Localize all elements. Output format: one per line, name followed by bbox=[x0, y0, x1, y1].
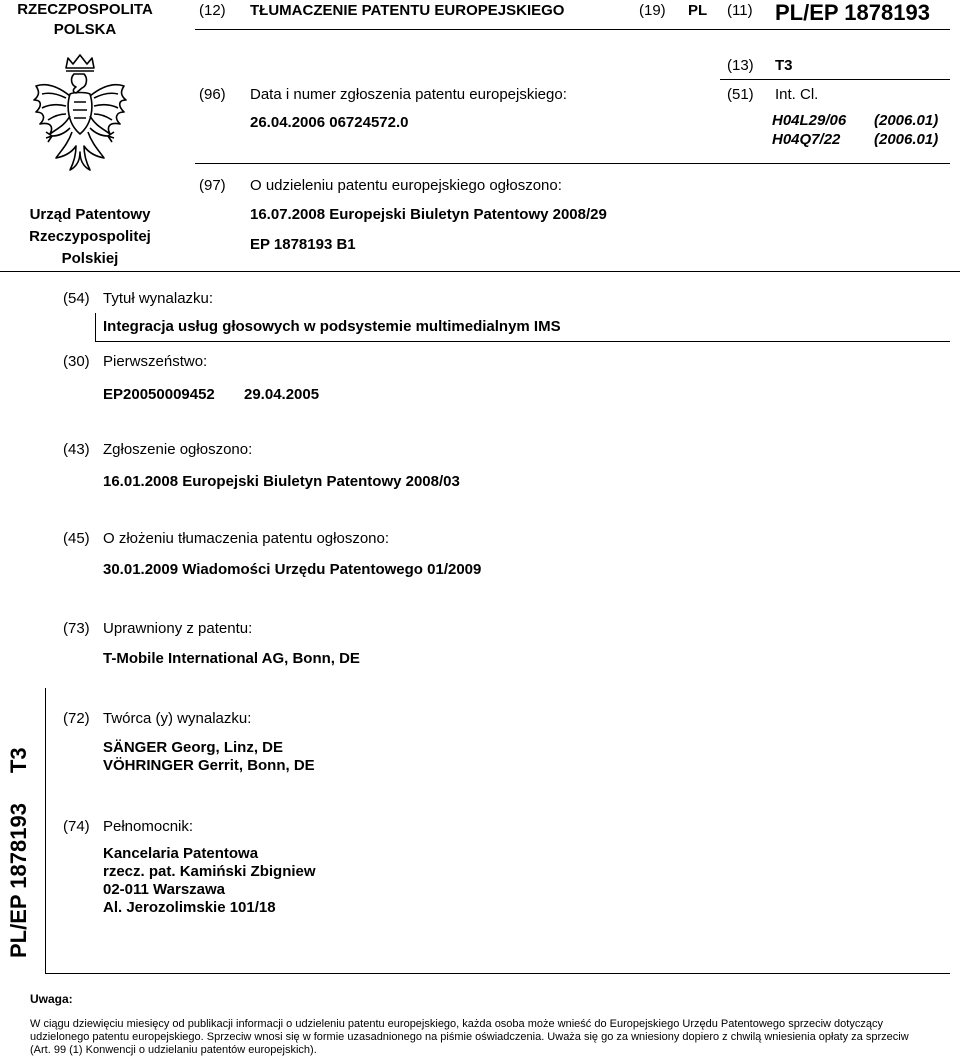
priority-number: EP20050009452 bbox=[103, 386, 215, 403]
f72-label: Twórca (y) wynalazku: bbox=[103, 710, 252, 727]
title-left-rule bbox=[95, 313, 96, 341]
spine-rule bbox=[45, 688, 46, 973]
code-45: (45) bbox=[63, 530, 90, 547]
code-30: (30) bbox=[63, 353, 90, 370]
attorney-line-1: Kancelaria Patentowa bbox=[103, 845, 259, 862]
f96-value: 26.04.2006 06724572.0 bbox=[250, 114, 409, 131]
country-name: RZECZPOSPOLITA POLSKA bbox=[17, 1, 153, 38]
document-type: TŁUMACZENIE PATENTU EUROPEJSKIEGO bbox=[250, 2, 565, 19]
code-13: (13) bbox=[727, 57, 754, 74]
office-line-1: Urząd Patentowy bbox=[29, 206, 151, 223]
code-74: (74) bbox=[63, 818, 90, 835]
code-72: (72) bbox=[63, 710, 90, 727]
office-line-3: Polskiej bbox=[61, 250, 119, 267]
code-51: (51) bbox=[727, 86, 754, 103]
inventors-list bbox=[103, 739, 315, 775]
f97-value-2: EP 1878193 B1 bbox=[250, 236, 356, 253]
eagle-emblem-icon bbox=[30, 52, 130, 182]
code-11: (11) bbox=[727, 2, 753, 19]
attorney-line-3: 02-011 Warszawa bbox=[103, 881, 226, 898]
kind-divider bbox=[720, 79, 950, 80]
classification-1-date: (2006.01) bbox=[874, 112, 939, 129]
f43-label: Zgłoszenie ogłoszono: bbox=[103, 441, 253, 458]
note-label: Uwaga: bbox=[30, 992, 73, 1006]
code-12: (12) bbox=[199, 2, 226, 19]
spine-number: PL/EP 1878193 bbox=[6, 803, 31, 958]
spine-label bbox=[6, 747, 32, 958]
classification-2-date: (2006.01) bbox=[874, 131, 939, 148]
f73-label: Uprawniony z patentu: bbox=[103, 620, 253, 637]
f45-label: O złożeniu tłumaczenia patentu ogłoszono: bbox=[103, 530, 390, 547]
f54-label: Tytuł wynalazku: bbox=[103, 290, 214, 307]
int-cl-label: Int. Cl. bbox=[775, 86, 819, 103]
note-text: W ciągu dziewięciu miesięcy od publikacji informacji o udzieleniu patentu europejskiego, każda osoba może wnieść do Europejskiego Urzędu Patentowego sprzeciw dotyczący udzielonego patentu europejskiego. Sprzeciw wnosi się w formie uzasadnionego na piśmie oświadczenia. Uważa się go za wniesiony dopiero z chwilą wniesienia opłaty za sprzeciw (Art. 99 (1) Konwencji o udzielaniu patentów europejskich). bbox=[30, 1018, 909, 1056]
country-code: PL bbox=[688, 2, 708, 19]
office-name bbox=[10, 204, 170, 270]
patent-number: PL/EP 1878193 bbox=[775, 0, 930, 25]
classification-2-code: H04Q7/22 bbox=[772, 131, 841, 148]
header-bottom-rule bbox=[0, 271, 960, 272]
code-97: (97) bbox=[199, 177, 226, 194]
code-19: (19) bbox=[639, 2, 666, 19]
attorney-block bbox=[103, 845, 316, 917]
classification-1-code: H04L29/06 bbox=[772, 112, 847, 129]
f43-value: 16.01.2008 Europejski Biuletyn Patentowy 2008/03 bbox=[103, 473, 460, 490]
code-54: (54) bbox=[63, 290, 90, 307]
kind-code: T3 bbox=[775, 57, 793, 74]
attorney-line-4: Al. Jerozolimskie 101/18 bbox=[103, 899, 276, 916]
footer-rule bbox=[45, 973, 950, 974]
code-96: (96) bbox=[199, 86, 226, 103]
header-divider-2 bbox=[195, 163, 950, 164]
f74-label: Pełnomocnik: bbox=[103, 818, 194, 835]
spine-kind: T3 bbox=[6, 747, 31, 774]
header-divider bbox=[195, 29, 950, 30]
f45-value: 30.01.2009 Wiadomości Urzędu Patentowego 01/2009 bbox=[103, 561, 482, 578]
inventor-2: VÖHRINGER Gerrit, Bonn, DE bbox=[103, 757, 315, 774]
f30-label: Pierwszeństwo: bbox=[103, 353, 208, 370]
attorney-line-2: rzecz. pat. Kamiński Zbigniew bbox=[103, 863, 316, 880]
priority-date: 29.04.2005 bbox=[244, 386, 320, 403]
patent-owner: T-Mobile International AG, Bonn, DE bbox=[103, 650, 360, 667]
code-43: (43) bbox=[63, 441, 90, 458]
title-bottom-rule bbox=[95, 341, 950, 342]
f97-label: O udzieleniu patentu europejskiego ogłoszono: bbox=[250, 177, 562, 194]
invention-title: Integracja usług głosowych w podsystemie multimedialnym IMS bbox=[103, 318, 561, 335]
office-line-2: Rzeczypospolitej bbox=[29, 228, 151, 245]
f96-label: Data i numer zgłoszenia patentu europejskiego: bbox=[250, 86, 567, 103]
inventor-1: SÄNGER Georg, Linz, DE bbox=[103, 739, 284, 756]
f97-value: 16.07.2008 Europejski Biuletyn Patentowy 2008/29 bbox=[250, 206, 607, 223]
code-73: (73) bbox=[63, 620, 90, 637]
